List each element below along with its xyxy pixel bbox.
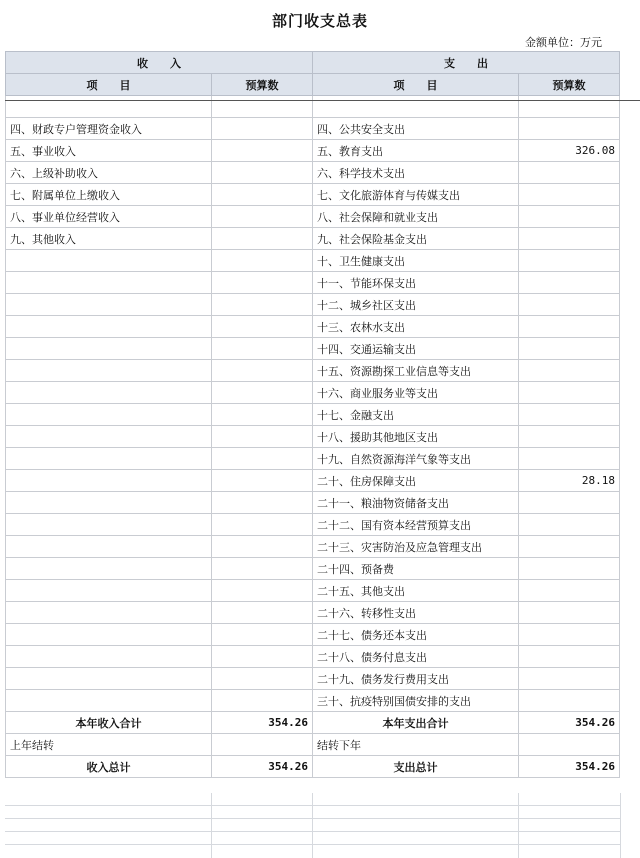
expense-amount-cell[interactable] (519, 536, 620, 558)
table-row (6, 536, 620, 558)
income-item-cell[interactable] (6, 602, 212, 624)
income-budget-header[interactable]: 预算数 (212, 74, 313, 96)
table-row (6, 184, 620, 206)
income-amount-cell[interactable] (212, 250, 313, 272)
income-amount-cell[interactable] (212, 382, 313, 404)
income-amount-cell[interactable] (212, 580, 313, 602)
expense-item-cell[interactable]: 十、卫生健康支出 (313, 250, 519, 272)
income-item-cell[interactable] (6, 448, 212, 470)
expense-item-cell[interactable]: 十七、金融支出 (313, 404, 519, 426)
income-item-cell[interactable] (6, 470, 212, 492)
table-row (6, 426, 620, 448)
income-item-cell[interactable] (6, 316, 212, 338)
income-item-cell[interactable] (6, 646, 212, 668)
expense-item-cell[interactable]: 二十六、转移性支出 (313, 602, 519, 624)
expense-amount-cell[interactable] (519, 624, 620, 646)
year-expense-total-label[interactable]: 本年支出合计 (313, 712, 519, 734)
grid-row (5, 832, 621, 845)
expense-item-cell[interactable]: 十九、自然资源海洋气象等支出 (313, 448, 519, 470)
budget-table (5, 51, 620, 778)
income-item-cell[interactable] (6, 624, 212, 646)
income-item-cell[interactable]: 六、上级补助收入 (6, 162, 212, 184)
income-amount-cell[interactable] (212, 492, 313, 514)
table-row (6, 514, 620, 536)
expense-amount-cell[interactable] (519, 602, 620, 624)
expense-amount-cell[interactable]: 28.18 (519, 470, 620, 492)
income-item-cell[interactable]: 七、附属单位上缴收入 (6, 184, 212, 206)
spacer-row (6, 96, 620, 118)
income-amount-cell[interactable] (212, 228, 313, 250)
income-item-cell[interactable]: 八、事业单位经营收入 (6, 206, 212, 228)
table-row (6, 558, 620, 580)
table-row (6, 448, 620, 470)
income-amount-cell[interactable] (212, 668, 313, 690)
income-item-cell[interactable] (6, 360, 212, 382)
income-item-cell[interactable] (6, 668, 212, 690)
expense-amount-cell[interactable] (519, 184, 620, 206)
income-amount-cell[interactable] (212, 272, 313, 294)
total-income-value[interactable]: 354.26 (212, 756, 313, 778)
income-item-cell[interactable] (6, 690, 212, 712)
income-amount-cell[interactable] (212, 602, 313, 624)
expense-item-cell[interactable]: 四、公共安全支出 (313, 118, 519, 140)
column-header-row (6, 74, 620, 96)
expense-item-cell[interactable]: 二十九、债务发行费用支出 (313, 668, 519, 690)
grid-col-line (211, 793, 212, 858)
income-item-cell[interactable]: 四、财政专户管理资金收入 (6, 118, 212, 140)
income-amount-cell[interactable] (212, 690, 313, 712)
expense-item-cell[interactable]: 十一、节能环保支出 (313, 272, 519, 294)
expense-amount-cell[interactable] (519, 646, 620, 668)
income-amount-cell[interactable] (212, 316, 313, 338)
expense-amount-cell[interactable] (519, 404, 620, 426)
page-title: 部门收支总表 (271, 12, 368, 30)
empty-grid-area (5, 793, 621, 858)
expense-amount-cell[interactable] (519, 668, 620, 690)
expense-amount-cell[interactable] (519, 448, 620, 470)
table-row (6, 338, 620, 360)
income-item-cell[interactable]: 五、事业收入 (6, 140, 212, 162)
income-amount-cell[interactable] (212, 140, 313, 162)
table-row (6, 646, 620, 668)
carry-over-row (6, 734, 620, 756)
table-row (6, 492, 620, 514)
expense-item-cell[interactable]: 五、教育支出 (313, 140, 519, 162)
year-income-total-label[interactable]: 本年收入合计 (6, 712, 212, 734)
expense-amount-cell[interactable] (519, 316, 620, 338)
table-row (6, 162, 620, 184)
carry-in-label[interactable]: 上年结转 (6, 734, 212, 756)
income-amount-cell[interactable] (212, 470, 313, 492)
table-row (6, 382, 620, 404)
income-section-header[interactable]: 收 入 (6, 52, 313, 74)
expense-item-cell[interactable]: 十六、商业服务业等支出 (313, 382, 519, 404)
spacer-cell (212, 96, 313, 118)
table-row (6, 404, 620, 426)
expense-item-cell[interactable]: 二十七、债务还本支出 (313, 624, 519, 646)
spacer-cell (519, 96, 620, 118)
income-item-cell[interactable] (6, 514, 212, 536)
table-row (6, 580, 620, 602)
income-amount-cell[interactable] (212, 514, 313, 536)
income-amount-cell[interactable] (212, 646, 313, 668)
income-item-cell[interactable] (6, 404, 212, 426)
income-amount-cell[interactable] (212, 360, 313, 382)
income-amount-cell[interactable] (212, 338, 313, 360)
expense-item-cell[interactable]: 十四、交通运输支出 (313, 338, 519, 360)
grid-col-line (620, 793, 621, 858)
income-item-cell[interactable] (6, 558, 212, 580)
expense-item-cell[interactable]: 三十、抗疫特别国债安排的支出 (313, 690, 519, 712)
table-row (6, 690, 620, 712)
expense-amount-cell[interactable] (519, 514, 620, 536)
table-row (6, 294, 620, 316)
expense-item-cell[interactable]: 十五、资源勘探工业信息等支出 (313, 360, 519, 382)
income-item-cell[interactable] (6, 250, 212, 272)
table-row (6, 624, 620, 646)
expense-item-cell[interactable]: 二十一、粮油物资储备支出 (313, 492, 519, 514)
income-item-cell[interactable] (6, 272, 212, 294)
expense-item-cell[interactable]: 二十二、国有资本经营预算支出 (313, 514, 519, 536)
expense-amount-cell[interactable] (519, 690, 620, 712)
income-item-cell[interactable] (6, 294, 212, 316)
table-row (6, 228, 620, 250)
income-item-header[interactable]: 项 目 (6, 74, 212, 96)
table-row (6, 668, 620, 690)
expense-amount-cell[interactable] (519, 382, 620, 404)
expense-amount-cell[interactable] (519, 250, 620, 272)
income-item-cell[interactable] (6, 426, 212, 448)
expense-amount-cell[interactable] (519, 338, 620, 360)
grid-row (5, 819, 621, 832)
expense-item-cell[interactable]: 八、社会保障和就业支出 (313, 206, 519, 228)
expense-item-cell[interactable]: 二十四、预备费 (313, 558, 519, 580)
expense-amount-cell[interactable] (519, 162, 620, 184)
expense-item-header[interactable]: 项 目 (313, 74, 519, 96)
grid-row (5, 793, 621, 806)
grid-col-line (312, 793, 313, 858)
grid-row (5, 806, 621, 819)
income-amount-cell[interactable] (212, 206, 313, 228)
expense-amount-cell[interactable] (519, 272, 620, 294)
table-row (6, 272, 620, 294)
table-row (6, 206, 620, 228)
income-amount-cell[interactable] (212, 184, 313, 206)
income-amount-cell[interactable] (212, 404, 313, 426)
income-amount-cell[interactable] (212, 118, 313, 140)
expense-item-cell[interactable]: 十三、农林水支出 (313, 316, 519, 338)
expense-section-header[interactable]: 支 出 (313, 52, 620, 74)
unit-label: 金额单位：万元 (525, 36, 602, 49)
expense-amount-cell[interactable] (519, 228, 620, 250)
expense-amount-cell[interactable] (519, 360, 620, 382)
expense-amount-cell[interactable] (519, 294, 620, 316)
spacer-cell (6, 96, 212, 118)
grid-col-line (518, 793, 519, 858)
table-row (6, 250, 620, 272)
income-item-cell[interactable] (6, 382, 212, 404)
expense-budget-header[interactable]: 预算数 (519, 74, 620, 96)
table-row (6, 360, 620, 382)
total-income-label[interactable]: 收入总计 (6, 756, 212, 778)
expense-amount-cell[interactable] (519, 426, 620, 448)
expense-item-cell[interactable]: 十二、城乡社区支出 (313, 294, 519, 316)
grand-total-row (6, 756, 620, 778)
expense-item-cell[interactable]: 十八、援助其他地区支出 (313, 426, 519, 448)
income-item-cell[interactable] (6, 580, 212, 602)
table-row (6, 118, 620, 140)
expense-item-cell[interactable]: 九、社会保险基金支出 (313, 228, 519, 250)
table-row (6, 602, 620, 624)
expense-item-cell[interactable]: 六、科学技术支出 (313, 162, 519, 184)
income-amount-cell[interactable] (212, 536, 313, 558)
income-amount-cell[interactable] (212, 426, 313, 448)
income-amount-cell[interactable] (212, 558, 313, 580)
income-amount-cell[interactable] (212, 294, 313, 316)
income-amount-cell[interactable] (212, 162, 313, 184)
table-row (6, 140, 620, 162)
income-item-cell[interactable] (6, 338, 212, 360)
carry-out-value[interactable] (519, 734, 620, 756)
expense-item-cell[interactable]: 二十、住房保障支出 (313, 470, 519, 492)
total-expense-value[interactable]: 354.26 (519, 756, 620, 778)
expense-item-cell[interactable]: 二十五、其他支出 (313, 580, 519, 602)
expense-amount-cell[interactable] (519, 118, 620, 140)
expense-amount-cell[interactable] (519, 558, 620, 580)
income-amount-cell[interactable] (212, 448, 313, 470)
spacer-cell (313, 96, 519, 118)
table-row (6, 316, 620, 338)
income-item-cell[interactable] (6, 536, 212, 558)
year-expense-total-value[interactable]: 354.26 (519, 712, 620, 734)
income-item-cell[interactable]: 九、其他收入 (6, 228, 212, 250)
expense-item-cell[interactable]: 二十三、灾害防治及应急管理支出 (313, 536, 519, 558)
table-row (6, 470, 620, 492)
expense-item-cell[interactable]: 七、文化旅游体育与传媒支出 (313, 184, 519, 206)
expense-item-cell[interactable]: 二十八、债务付息支出 (313, 646, 519, 668)
expense-amount-cell[interactable] (519, 580, 620, 602)
income-amount-cell[interactable] (212, 624, 313, 646)
expense-amount-cell[interactable]: 326.08 (519, 140, 620, 162)
total-expense-label[interactable]: 支出总计 (313, 756, 519, 778)
carry-out-label[interactable]: 结转下年 (313, 734, 519, 756)
expense-amount-cell[interactable] (519, 492, 620, 514)
year-total-row (6, 712, 620, 734)
carry-in-value[interactable] (212, 734, 313, 756)
section-header-row (6, 52, 620, 74)
income-item-cell[interactable] (6, 492, 212, 514)
year-income-total-value[interactable]: 354.26 (212, 712, 313, 734)
expense-amount-cell[interactable] (519, 206, 620, 228)
header-divider-line (5, 100, 640, 101)
